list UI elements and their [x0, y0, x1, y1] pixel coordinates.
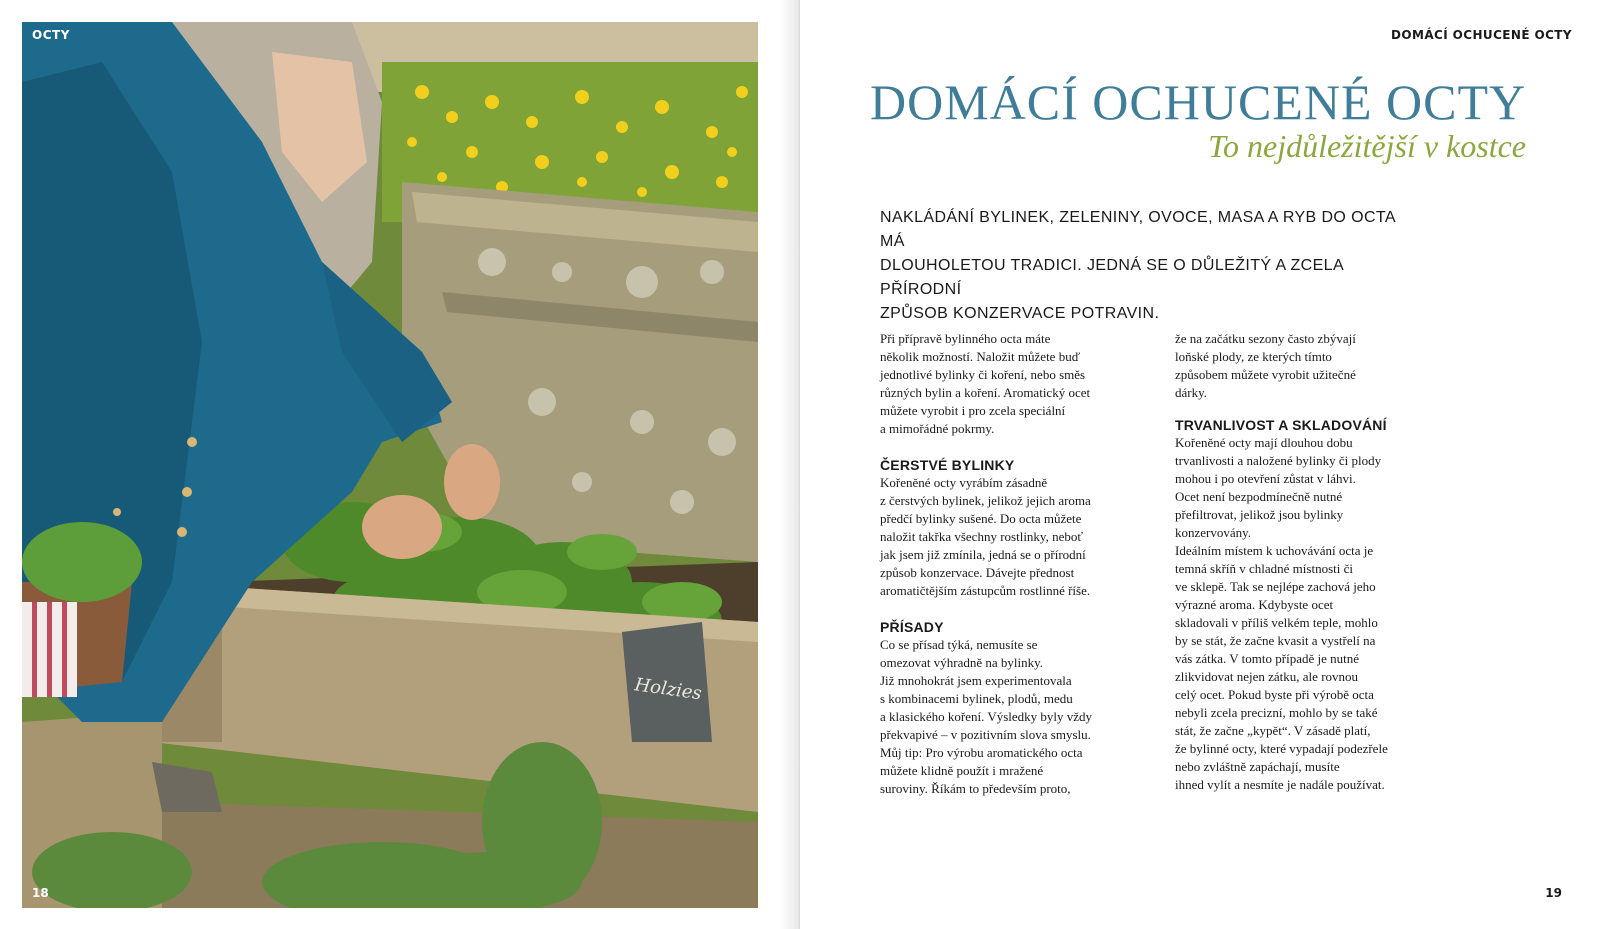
body-line: konzervovány. [1175, 525, 1252, 540]
running-head-left: OCTY [32, 28, 70, 42]
section-heading-storage: TRVANLIVOST A SKLADOVÁNÍ [1175, 417, 1387, 433]
body-line: že na začátku sezony často zbývají [1175, 331, 1356, 346]
body-line: Ideálním místem k uchovávání octa je [1175, 543, 1374, 558]
body-line: mohou i po otevření zůstat v láhvi. [1175, 471, 1356, 486]
body-line: dárky. [1175, 385, 1208, 400]
intro-line: NAKLÁDÁNÍ BYLINEK, ZELENINY, OVOCE, MASA A RYB DO OCTA MÁ [880, 209, 1396, 250]
body-line: výrazné aroma. Kdybyste ocet [1175, 597, 1334, 612]
intro-line: ZPŮSOB KONZERVACE POTRAVIN. [880, 305, 1160, 322]
body-line: a klasického koření. Výsledky byly vždy [880, 709, 1093, 724]
running-head-right: DOMÁCÍ OCHUCENÉ OCTY [1391, 28, 1572, 42]
body-line: ihned vylít a nesmíte je nadále používat. [1175, 777, 1385, 792]
body-line: jak jsem již zmínila, jedná se o přírodní [880, 547, 1086, 562]
body-line: ve sklepě. Tak se nejlépe zachová jeho [1175, 579, 1376, 594]
text-column-right [1175, 330, 1435, 794]
body-line: přefiltrovat, jelikož jsou bylinky [1175, 507, 1344, 522]
body-line: Kořeněné octy vyrábím zásadně [880, 475, 1048, 490]
body-line: skladovali v příliš velkém teple, mohlo [1175, 615, 1378, 630]
body-line: Při přípravě bylinného octa máte [880, 331, 1051, 346]
body-line: můžete vyrobit i pro zcela speciální [880, 403, 1066, 418]
body-line: způsobem můžete vyrobit užitečné [1175, 367, 1356, 382]
intro-line: DLOUHOLETOU TRADICI. JEDNÁ SE O DŮLEŽITÝ A ZCELA PŘÍRODNÍ [880, 257, 1344, 298]
garden-photo [22, 22, 758, 908]
body-line: nebyli zcela precizní, mohlo by se také [1175, 705, 1378, 720]
section-heading-fresh-herbs: ČERSTVÉ BYLINKY [880, 457, 1015, 473]
chapter-subtitle: To nejdůležitější v kostce [1208, 128, 1526, 164]
body-line: Co se přísad týká, nemusíte se [880, 637, 1038, 652]
body-line: vás zátka. V tomto případě je nutné [1175, 651, 1359, 666]
body-line: temná skříň v chladné místnosti či [1175, 561, 1353, 576]
body-line: Již mnohokrát jsem experimentovala [880, 673, 1072, 688]
body-line: překvapivé – v pozitivním slova smyslu. [880, 727, 1091, 742]
body-line: trvanlivosti a naložené bylinky či plody [1175, 453, 1382, 468]
text-column-left [880, 330, 1140, 798]
body-line: různých bylin a koření. Aromatický ocet [880, 385, 1091, 400]
body-line: a mimořádné pokrmy. [880, 421, 995, 436]
body-line: jednotlivé bylinky či koření, nebo směs [880, 367, 1086, 382]
chapter-title: DOMÁCÍ OCHUCENÉ OCTY [870, 74, 1527, 130]
body-line: způsob konzervace. Dávejte přednost [880, 565, 1075, 580]
body-line: můžete klidně použít i mražené [880, 763, 1044, 778]
body-line: s kombinacemi bylinek, plodů, medu [880, 691, 1073, 706]
body-line: celý ocet. Pokud byste při výrobě octa [1175, 687, 1374, 702]
body-line: Ocet není bezpodmínečně nutné [1175, 489, 1343, 504]
page-number-right: 19 [1545, 886, 1562, 900]
body-line: zlikvidovat nejen zátku, ale rovnou [1175, 669, 1359, 684]
body-line: stát, že začne „kypět“. V zásadě platí, [1175, 723, 1371, 738]
body-line: z čerstvých bylinek, jelikož jejich aroma [880, 493, 1091, 508]
body-line: suroviny. Říkám to především proto, [880, 781, 1071, 796]
sign-label: Holzies [633, 674, 703, 705]
body-line: Kořeněné octy mají dlouhou dobu [1175, 435, 1353, 450]
intro-paragraph [880, 206, 1400, 326]
body-line: aromatičtějším zástupcům rostlinné říše. [880, 583, 1091, 598]
body-line: by se stát, že začne kvasit a vystřelí na [1175, 633, 1376, 648]
body-line: několik možností. Naložit můžete buď [880, 349, 1081, 364]
right-page [800, 0, 1600, 929]
section-heading-ingredients: PŘÍSADY [880, 619, 944, 635]
body-line: že bylinné octy, které vypadají podezřele [1175, 741, 1388, 756]
body-line: předčí bylinky sušené. Do octa můžete [880, 511, 1082, 526]
body-line: omezovat výhradně na bylinky. [880, 655, 1044, 670]
body-line: nebo zvláštně zapáchají, musíte [1175, 759, 1340, 774]
body-line: Můj tip: Pro výrobu aromatického octa [880, 745, 1083, 760]
page-number-left: 18 [32, 886, 49, 900]
body-line: naložit takřka všechny rostlinky, neboť [880, 529, 1083, 544]
body-line: loňské plody, ze kterých tímto [1175, 349, 1332, 364]
